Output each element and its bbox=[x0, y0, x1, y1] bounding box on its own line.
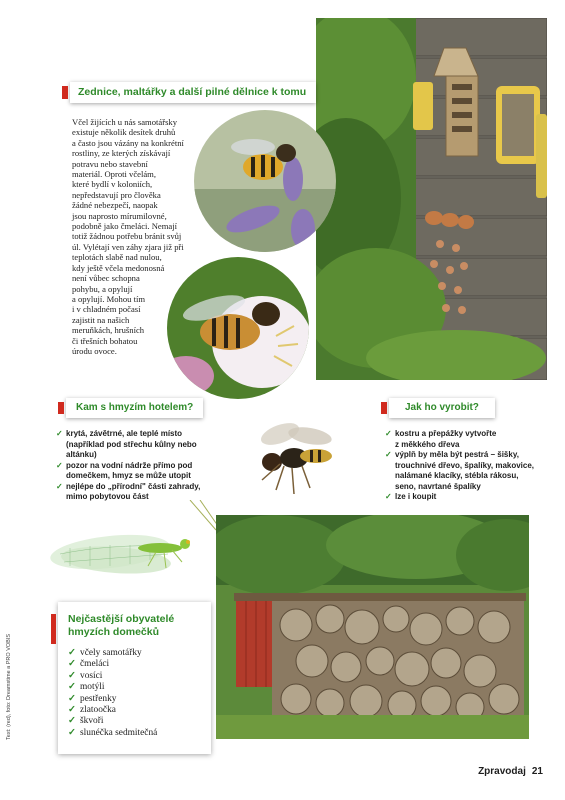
where-item-line: ✓ krytá, závětrné, ale teplé místo bbox=[66, 429, 183, 438]
how-item-line: seno, navrtané špalíky bbox=[395, 481, 481, 491]
intro-line: a často jsou vázány na konkrétní bbox=[72, 137, 184, 148]
intro-line: pohybu, a opylují bbox=[72, 283, 133, 294]
residents-heading-line-2: hmyzích domečků bbox=[68, 625, 160, 638]
lacewing-photo bbox=[50, 500, 220, 590]
intro-line: které bydlí v koloniích, bbox=[72, 179, 153, 190]
intro-line: potravu nebo stavební bbox=[72, 158, 148, 169]
how-item-line: trouchnivé dřevo, špalíky, makovice, bbox=[395, 460, 535, 470]
intro-line: existuje několik desítek druhů bbox=[72, 127, 176, 138]
where-item-line: domečkem, hmyz se může utopit bbox=[66, 471, 191, 480]
intro-line: rostliny, ze kterých získávají bbox=[72, 148, 171, 159]
intro-line: kdy ještě včela medonosná bbox=[72, 262, 165, 273]
intro-text bbox=[72, 117, 304, 356]
page-number: 21 bbox=[531, 766, 543, 777]
insect-hotel-wall-photo bbox=[316, 18, 547, 380]
where-item bbox=[56, 429, 221, 461]
where-item bbox=[56, 461, 221, 482]
intro-line: teplotách slabě nad nulou, bbox=[72, 252, 162, 263]
intro-line: nepředstavují pro člověka bbox=[72, 189, 161, 200]
residents-list bbox=[68, 648, 208, 739]
residents-card bbox=[58, 602, 211, 754]
intro-line: Včel žijících u nás samotářsky bbox=[72, 117, 178, 127]
intro-line: a opylují. Mohou tím bbox=[72, 293, 146, 304]
intro-line: není vůbec schopna bbox=[72, 273, 140, 284]
intro-line: úl. Vylétají ven záhy zjara již při bbox=[72, 241, 184, 252]
magazine-name: Zpravodaj bbox=[478, 766, 526, 777]
where-heading: Kam s hmyzím hotelem? bbox=[66, 398, 203, 418]
resident-item: ✓ čmeláci bbox=[68, 659, 208, 670]
page-footer bbox=[478, 766, 543, 777]
where-item-line: mimo pobytovou část bbox=[66, 492, 149, 501]
resident-item: ✓ vosíci bbox=[68, 671, 208, 682]
intro-line: podobně jako čmeláci. Nemají bbox=[72, 221, 177, 232]
how-heading: Jak ho vyrobit? bbox=[389, 398, 495, 418]
how-item-line: ✓ lze i koupit bbox=[395, 492, 437, 501]
how-item bbox=[385, 492, 545, 503]
resident-item: ✓ zlatoočka bbox=[68, 705, 208, 716]
photo-credit: Text: (red), foto: Dreamstime a PRO VOBIS bbox=[6, 633, 13, 741]
how-item bbox=[385, 429, 545, 450]
resident-item: ✓ slunéčka sedmitečná bbox=[68, 728, 208, 739]
residents-heading bbox=[68, 613, 174, 638]
where-item-line: (například pod střechu kůlny nebo bbox=[66, 439, 197, 449]
how-list bbox=[385, 429, 545, 503]
intro-line: meruňkách, hrušních bbox=[72, 325, 145, 336]
where-item-line: altánku) bbox=[66, 450, 97, 459]
intro-line: jsou naprosto mírumilovné, bbox=[72, 210, 167, 221]
where-item-line: ✓ nejlépe do „přírodní" části zahrady, bbox=[66, 481, 201, 491]
insect-hotel-stack-photo bbox=[216, 515, 529, 739]
residents-accent-bar bbox=[51, 614, 56, 644]
intro-line: či třešních bohatou bbox=[72, 335, 138, 346]
intro-line: žádné nebezpečí, naopak bbox=[72, 200, 158, 211]
residents-heading-line-1: Nejčastější obyvatelé bbox=[68, 613, 175, 625]
intro-line: úrodu ovoce. bbox=[72, 345, 117, 356]
resident-item: ✓ škvoři bbox=[68, 716, 208, 727]
intro-line: materiál. Oproti včelám, bbox=[72, 169, 156, 180]
how-item bbox=[385, 450, 545, 492]
how-item-line: ✓ kostru a přepážky vytvořte bbox=[395, 429, 497, 438]
resident-item: ✓ pestřenky bbox=[68, 694, 208, 705]
where-item-line: ✓ pozor na vodní nádrže přímo pod bbox=[66, 460, 193, 470]
how-item-line: z měkkého dřeva bbox=[395, 439, 460, 449]
intro-line: totiž žádnou potřebu bránit svůj bbox=[72, 231, 182, 242]
how-item-line: ✓ výplň by měla být pestrá – šišky, bbox=[395, 450, 519, 459]
intro-line: zajistit na našich bbox=[72, 314, 130, 325]
resident-item: ✓ včely samotářky bbox=[68, 648, 208, 659]
where-list bbox=[56, 429, 221, 503]
main-heading: Zednice, maltářky a další pilné dělnice k tomu bbox=[70, 82, 316, 103]
intro-line: i v chladném počasí bbox=[72, 304, 141, 315]
hoverfly-photo bbox=[250, 418, 340, 498]
how-item-line: nalámané klacíky, stébla rákosu, bbox=[395, 471, 519, 480]
resident-item: ✓ motýli bbox=[68, 682, 208, 693]
